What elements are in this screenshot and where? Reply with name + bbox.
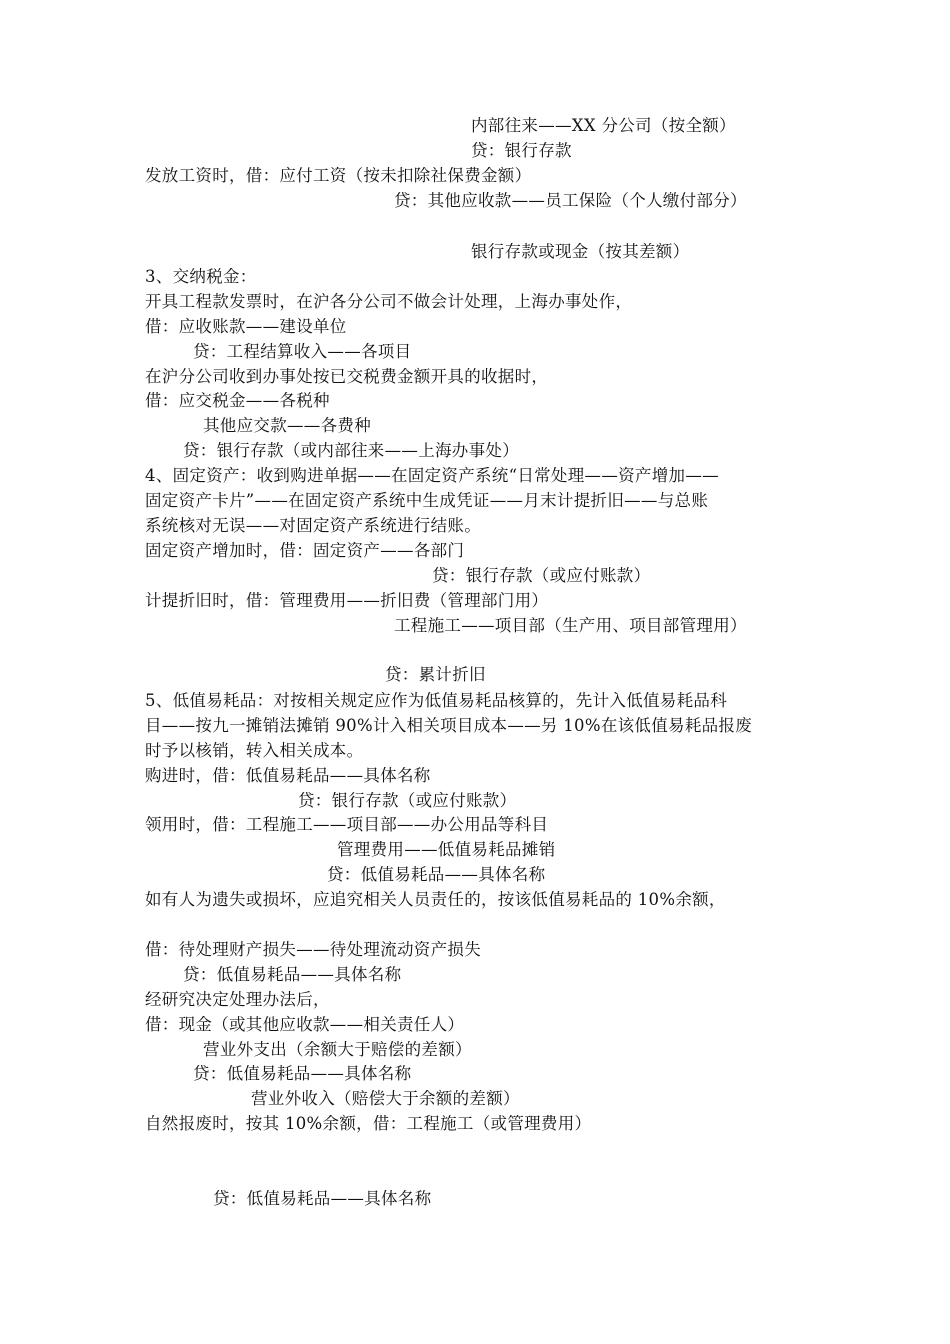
section-heading: 4、固定资产：收到购进单据——在固定资产系统“日常处理——资产增加—— — [145, 466, 719, 485]
text-line: 贷：累计折旧 — [385, 665, 486, 684]
text-line: 营业外支出（余额大于赔偿的差额） — [203, 1040, 472, 1059]
text-line: 购进时，借：低值易耗品——具体名称 — [145, 766, 431, 785]
text-line: 工程施工——项目部（生产用、项目部管理用） — [394, 616, 747, 635]
text-line: 贷：低值易耗品——具体名称 — [213, 1189, 432, 1208]
text-line: 借：现金（或其他应收款——相关责任人） — [145, 1015, 465, 1034]
text-line: 营业外收入（赔偿大于余额的差额） — [251, 1089, 520, 1108]
text-line: 贷：银行存款（或应付账款） — [298, 791, 517, 810]
text-line: 如有人为遗失或损坏，应追究相关人员责任的，按该低值易耗品的 10%余额， — [145, 890, 726, 909]
text-line: 系统核对无误——对固定资产系统进行结账。 — [145, 516, 481, 535]
text-line: 开具工程款发票时，在沪各分公司不做会计处理，上海办事处作， — [145, 292, 633, 311]
text-line: 自然报废时，按其 10%余额，借：工程施工（或管理费用） — [145, 1114, 592, 1133]
text-line: 其他应交款——各费种 — [203, 416, 371, 435]
text-line: 借：应交税金——各税种 — [145, 391, 330, 410]
text-line: 贷：银行存款 — [471, 141, 572, 160]
section-heading: 3、交纳税金： — [145, 267, 257, 286]
text-line: 内部往来——XX 分公司（按全额） — [471, 116, 736, 135]
text-line: 贷：低值易耗品——具体名称 — [183, 965, 402, 984]
text-line: 计提折旧时，借：管理费用——折旧费（管理部门用） — [145, 591, 549, 610]
text-line: 借：应收账款——建设单位 — [145, 317, 347, 336]
text-line: 贷：其他应收款——员工保险（个人缴付部分） — [394, 191, 747, 210]
text-line: 管理费用——低值易耗品摊销 — [337, 840, 556, 859]
text-line: 固定资产卡片”——在固定资产系统中生成凭证——月末计提折旧——与总账 — [145, 491, 709, 510]
text-line: 时予以核销，转入相关成本。 — [145, 741, 364, 760]
text-line: 贷：银行存款（或内部往来——上海办事处） — [183, 441, 519, 460]
text-line: 固定资产增加时，借：固定资产——各部门 — [145, 541, 465, 560]
text-line: 借：待处理财产损失——待处理流动资产损失 — [145, 940, 481, 959]
text-line: 贷：银行存款（或应付账款） — [432, 566, 651, 585]
text-line: 贷：低值易耗品——具体名称 — [327, 865, 546, 884]
section-heading: 5、低值易耗品：对按相关规定应作为低值易耗品核算的，先计入低值易耗品科 — [145, 691, 727, 710]
text-line: 在沪分公司收到办事处按已交税费金额开具的收据时， — [145, 367, 549, 386]
text-line: 发放工资时，借：应付工资（按未扣除社保费金额） — [145, 166, 532, 185]
text-line: 领用时，借：工程施工——项目部——办公用品等科目 — [145, 815, 549, 834]
text-line: 经研究决定处理办法后， — [145, 990, 330, 1009]
text-line: 贷：工程结算收入——各项目 — [193, 342, 412, 361]
text-line: 贷：低值易耗品——具体名称 — [193, 1064, 412, 1083]
text-line: 目——按九一摊销法摊销 90%计入相关项目成本——另 10%在该低值易耗品报废 — [145, 716, 753, 735]
text-line: 银行存款或现金（按其差额） — [471, 242, 690, 261]
